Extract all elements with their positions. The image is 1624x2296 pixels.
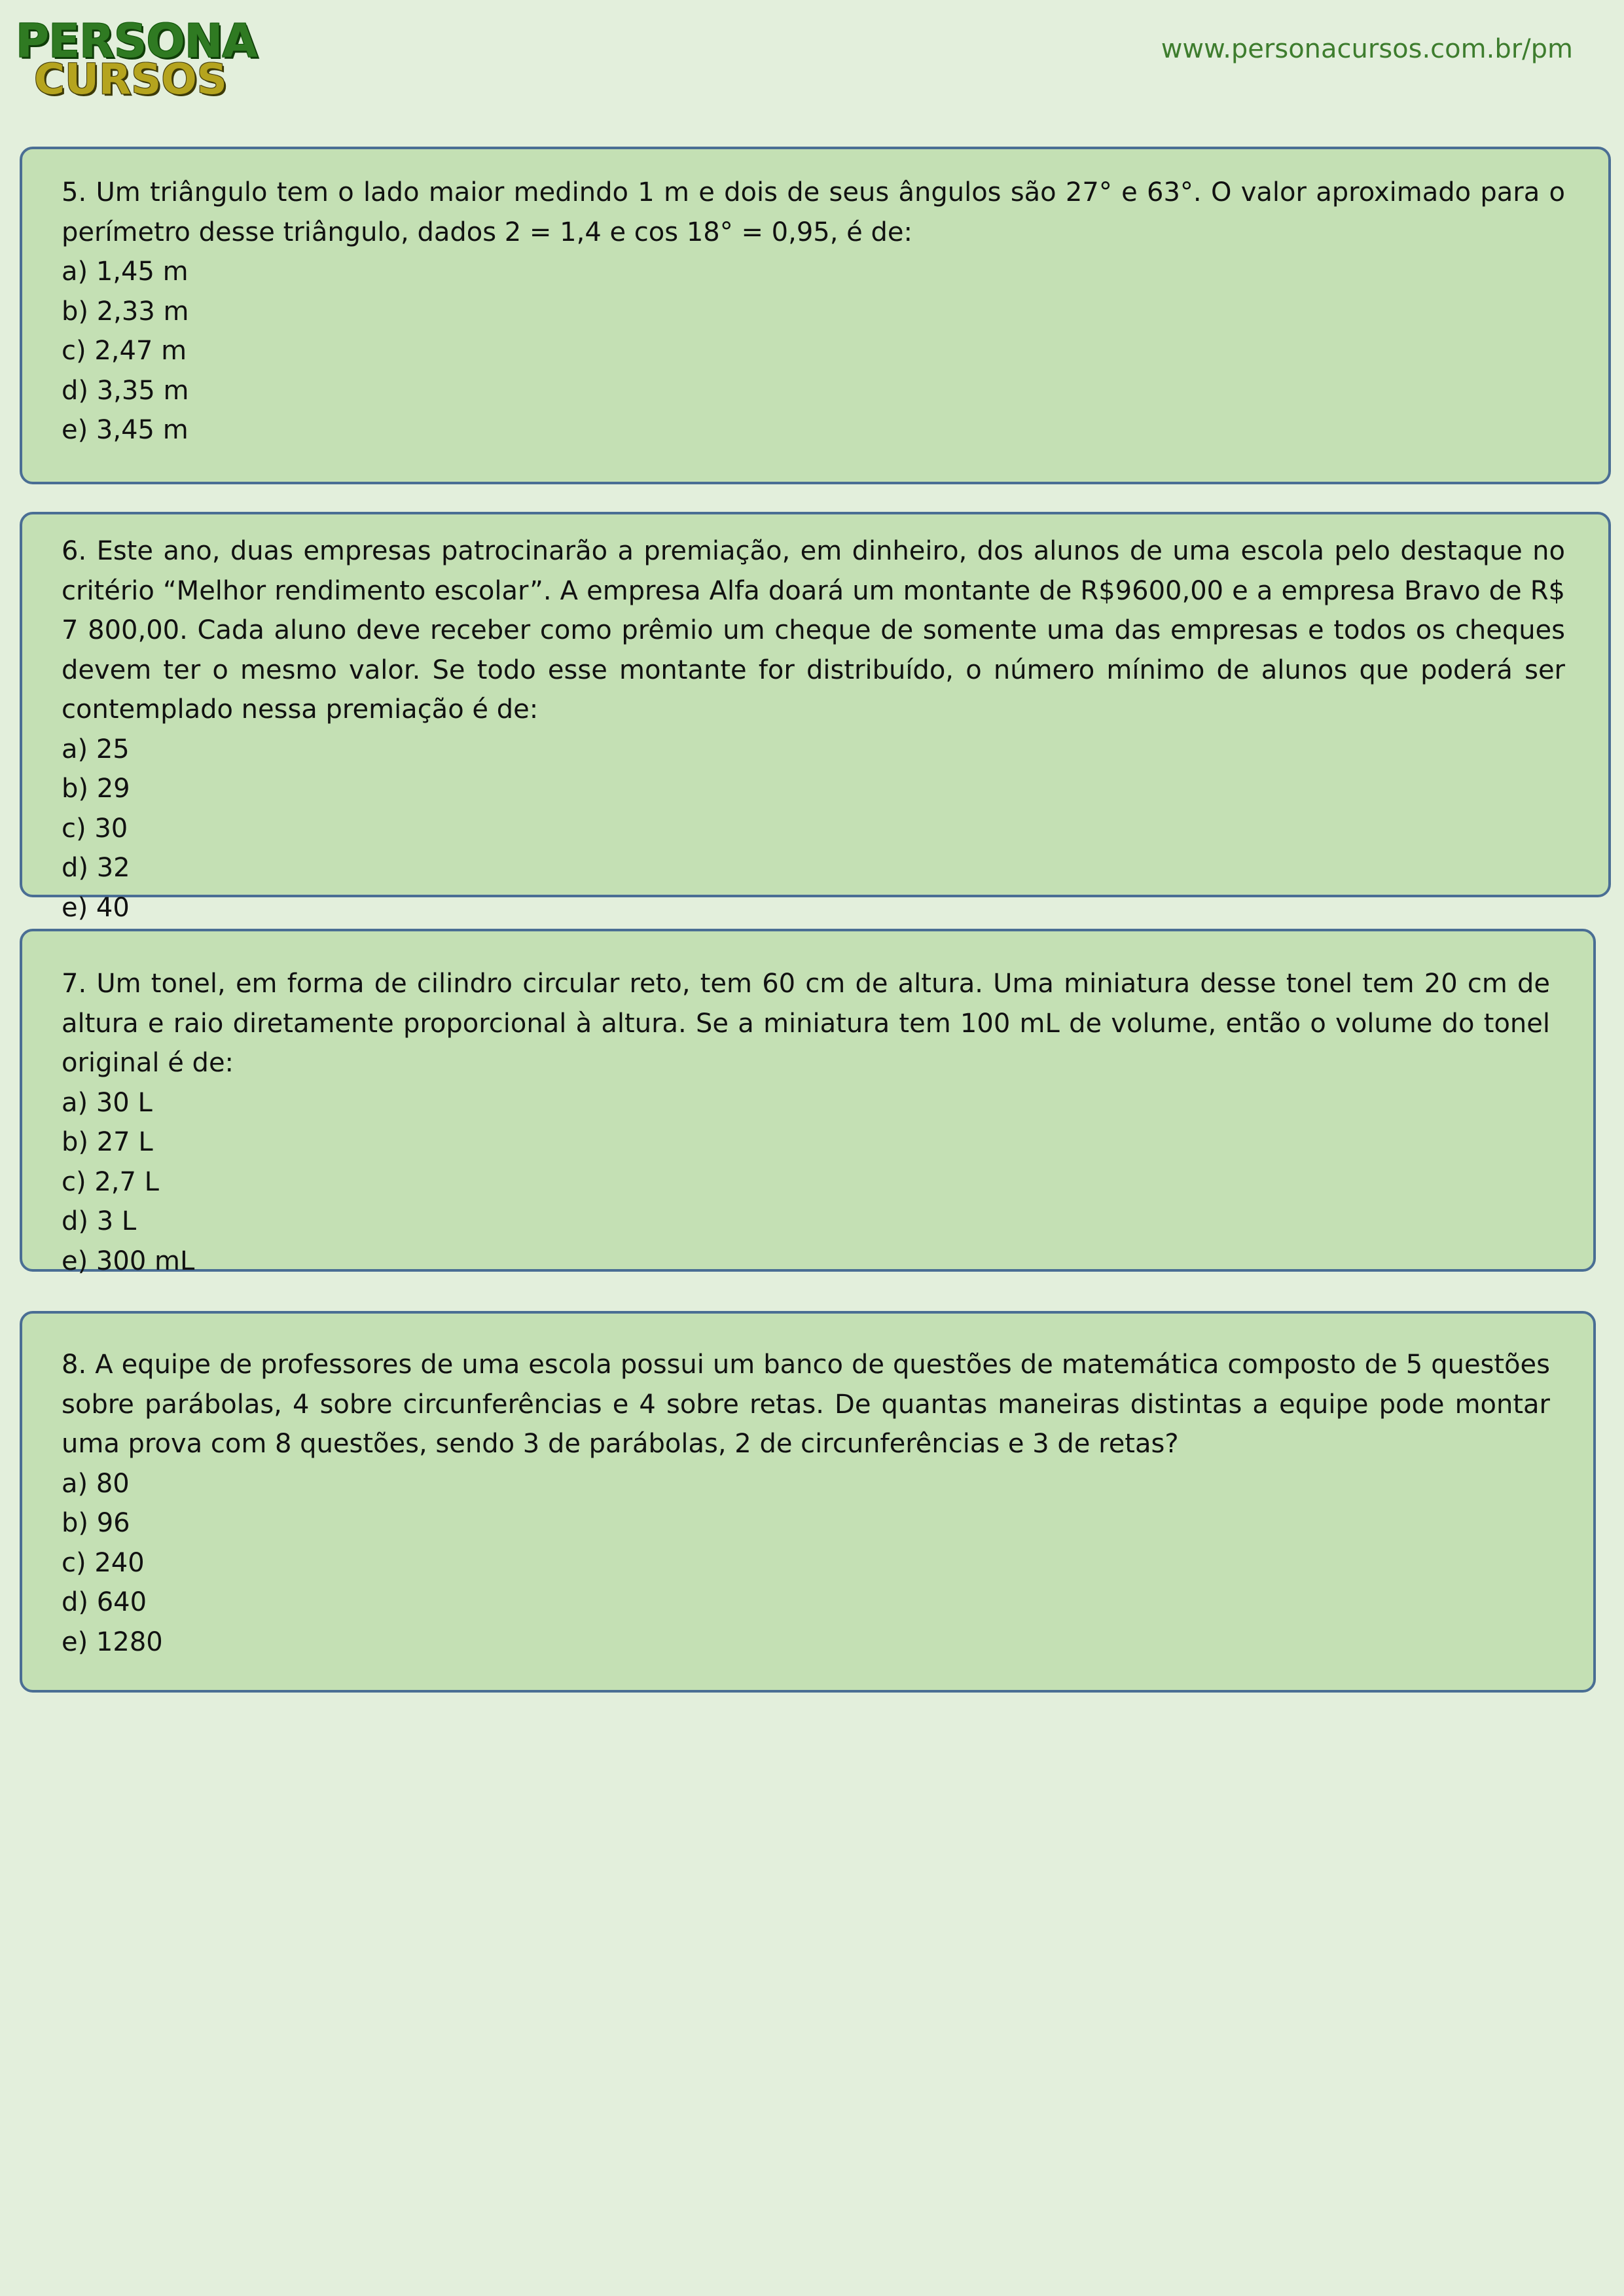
question-box-6: [20, 512, 1611, 923]
option-e: e) 1280: [62, 1626, 163, 1657]
option-d: d) 640: [62, 1587, 147, 1617]
option-b: b) 2,33 m: [62, 296, 189, 327]
option-b: b) 27 L: [62, 1127, 153, 1157]
option-d: d) 3 L: [62, 1206, 137, 1236]
question-text: 6. Este ano, duas empresas patrocinarão a premiação, em dinheiro, dos alunos de uma escola pelo destaque no critério “Melhor rendimento escolar”. A empresa Alfa doará um montante de R$9600,00 e a empresa Bravo de R$ 7 800,00. Cada aluno deve receber como prêmio um cheque de somente uma das empresas e todos os cheques devem ter o mesmo valor. Se todo esse montante for distribuído, o número mínimo de alunos que poderá ser contemplado nessa premiação é de:: [62, 536, 1565, 725]
option-b: b) 29: [62, 774, 130, 804]
option-a: a) 30 L: [62, 1087, 153, 1118]
option-c: c) 2,47 m: [62, 336, 187, 366]
option-e: e) 40: [62, 892, 130, 923]
question-text: 5. Um triângulo tem o lado maior medindo 1 m e dois de seus ângulos são 27° e 63°. O valor aproximado para o perímetro desse triângulo, dados 2 = 1,4 e cos 18° = 0,95, é de:: [62, 177, 1565, 247]
question-text: 7. Um tonel, em forma de cilindro circular reto, tem 60 cm de altura. Uma miniatura desse tonel tem 20 cm de altura e raio diretamente proporcional à altura. Se a miniatura tem 100 mL de volume, então o volume do tonel original é de:: [62, 969, 1550, 1078]
option-c: c) 2,7 L: [62, 1166, 159, 1197]
option-list: [62, 1464, 1550, 1662]
question-text: 8. A equipe de professores de uma escola possui um banco de questões de matemática composto de 5 questões sobre parábolas, 4 sobre circunferências e 4 sobre retas. De quantas maneiras distintas a equipe pode montar uma prova com 8 questões, sendo 3 de parábolas, 2 de circunferências e 3 de retas?: [62, 1350, 1550, 1459]
question-box-8: [20, 1311, 1596, 1693]
option-a: a) 25: [62, 734, 130, 764]
option-c: c) 240: [62, 1547, 145, 1578]
option-list: [62, 252, 1565, 450]
option-list: [62, 730, 1565, 928]
option-e: e) 3,45 m: [62, 415, 189, 445]
question-box-5: [20, 147, 1611, 484]
option-d: d) 3,35 m: [62, 375, 189, 406]
option-a: a) 1,45 m: [62, 257, 189, 287]
option-b: b) 96: [62, 1508, 130, 1538]
logo-line-cursos: CURSOS: [34, 56, 227, 104]
option-a: a) 80: [62, 1468, 130, 1499]
question-box-7: [20, 929, 1596, 1276]
site-url: www.personacursos.com.br/pm: [1161, 34, 1573, 64]
logo: [16, 14, 257, 104]
logo-line-persona: PERSONA: [16, 14, 257, 68]
option-e: e) 300 mL: [62, 1246, 195, 1276]
option-list: [62, 1083, 1550, 1282]
option-c: c) 30: [62, 813, 128, 844]
option-d: d) 32: [62, 853, 130, 883]
